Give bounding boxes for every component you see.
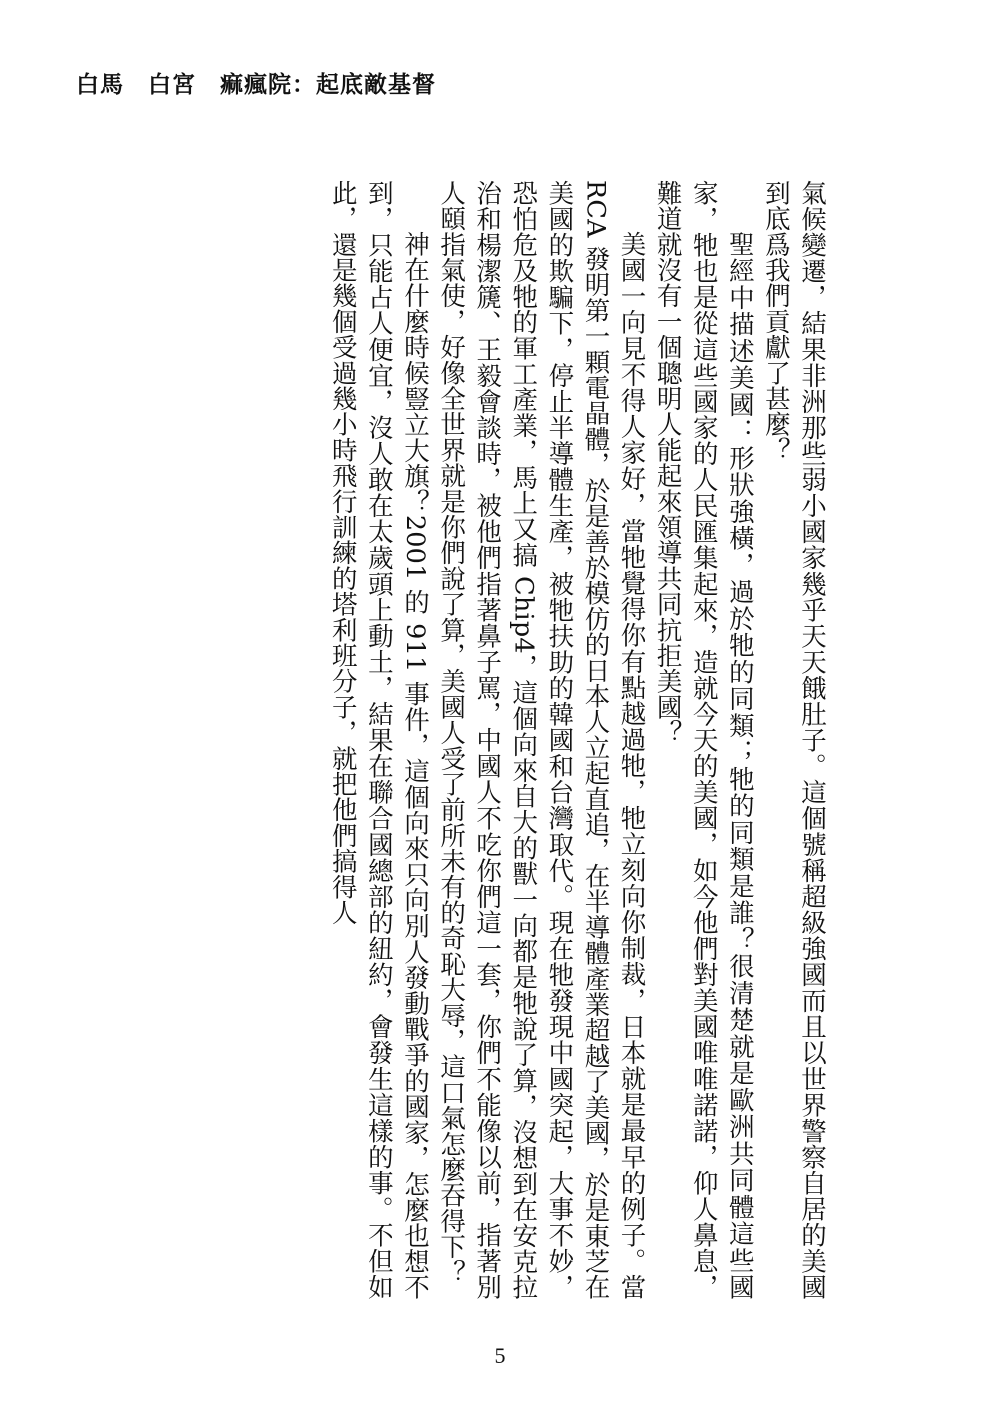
header-author: 白馬 [76,72,124,98]
running-header [76,70,956,100]
paragraph-2: 聖經中描述美國：形狀強橫，過於牠的同類；牠的同類是誰？很清楚就是歐洲共同體這些國家，牠也是從這些國家的人民匯集起來，造就今天的美國，如今他們對美國唯唯諾諾，仰人鼻息，難道就沒有一個聰明人能起來領導共同抗拒美國？ [652,180,755,1300]
vertical-body-text [180,180,830,1300]
paragraph-1: 氣候變遷，結果非洲那些弱小國家幾乎天天餓肚子。這個號稱超級強國而且以世界警察自居的美國到底爲我們貢獻了甚麼？ [760,180,827,1300]
page-number: 5 [494,1343,506,1368]
header-series: 白宮 [148,72,196,98]
paragraph-3: 美國一向見不得人家好，當牠覺得你有點越過牠，牠立刻向你制裁，日本就是最早的例子。當 RCA 發明第一顆電晶體，於是善於模仿的日本人立起直追，在半導體產業超越了美國，於是東芝在美國的欺騙下，停止半導體生產，被牠扶助的韓國和台灣取代。現在牠發現中國突起，大事不妙，恐怕危及牠的軍工產業，馬上又搞 Chip4，這個向來自大的獸一向都是牠說了算，沒想到在安克拉治和楊潔篪、王毅會談時，被他們指著鼻子罵，中國人不吃你們這一套，你們不能像以前，指著別人頤指氣使，好像全世界就是你們說了算，美國人受了前所未有的奇恥大辱，這口氣怎麼吞得下？ [436,180,647,1300]
header-title: 痲瘋院：起底敵基督 [220,72,436,98]
paragraph-4: 神在什麼時候豎立大旗？2001 的 911 事件，這個向來只向別人發動戰爭的國家，怎麼也想不到，只能占人便宜，沒人敢在太歲頭上動土，結果在聯合國總部的紐約，會發生這樣的事。不但如此，還是幾個受過幾小時飛行訓練的塔利班分子，就把他們搞得人 [327,180,430,1300]
